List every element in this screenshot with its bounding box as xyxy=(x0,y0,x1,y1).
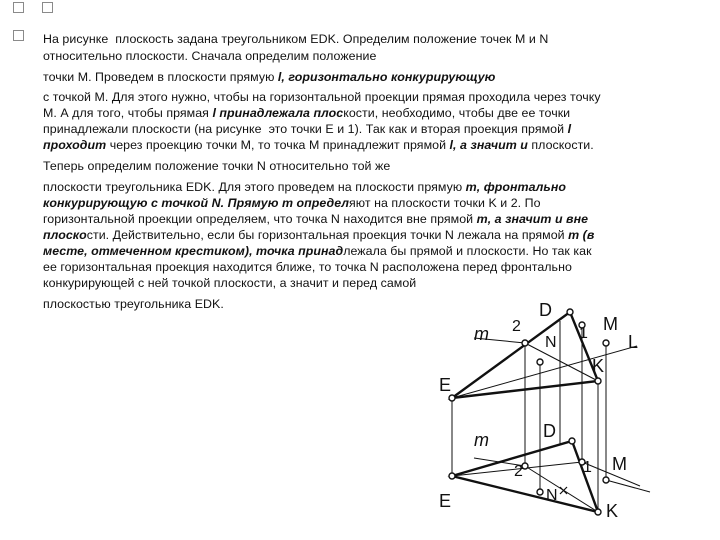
emphasis-text: m (в xyxy=(568,228,595,242)
label-k-lower: K xyxy=(606,501,619,521)
body-text: сти. Действительно, если бы горизонтальная проекция точки N лежала на прямой xyxy=(86,228,569,242)
body-text: На рисунке плоскость задана треугольником EDK. Определим положение точек M и N xyxy=(43,32,549,46)
body-text: через проекцию точки M, то точка M принадлежит прямой xyxy=(106,138,450,152)
label-n-lower: N xyxy=(546,487,558,504)
body-text: Теперь определим положение точки N относительно той же xyxy=(43,159,391,173)
emphasis-text: плоско xyxy=(43,228,87,242)
label-k-upper: K xyxy=(592,356,605,376)
emphasis-text: m, фронтально xyxy=(465,180,566,194)
body-text: конкурирующей с ней точкой плоскости, а значит и перед самой xyxy=(43,276,417,290)
emphasis-text: m, а значит и вне xyxy=(476,212,589,226)
point-m-upper xyxy=(603,340,609,346)
body-text: ее горизонтальная проекция находится ближе, то точка N расположена перед фронтально xyxy=(43,260,572,274)
point-e-upper xyxy=(449,395,455,401)
label-2-lower: 2 xyxy=(514,463,523,480)
label-d-lower: D xyxy=(543,421,556,441)
emphasis-text: l xyxy=(567,122,572,136)
label-l-upper: L xyxy=(628,332,639,352)
upper-line-l xyxy=(452,346,637,398)
body-text: кости, необходимо, чтобы две ее точки xyxy=(343,106,571,120)
point-m-lower xyxy=(603,477,609,483)
point-2-upper xyxy=(522,340,528,346)
label-m-lower: m xyxy=(474,430,489,450)
point-d-lower xyxy=(569,438,575,444)
emphasis-text: месте, отмеченном крестиком), точка принад xyxy=(43,244,344,258)
body-text: с точкой M. Для этого нужно, чтобы на горизонтальной проекции прямая проходила через точку xyxy=(43,90,601,104)
label-m-upper: m xyxy=(474,324,489,344)
label-1-upper: 1 xyxy=(579,325,588,342)
lower-line-m-extension xyxy=(606,480,650,492)
body-text: плоскости треугольника EDK. Для этого проведем на плоскости прямую xyxy=(43,180,466,194)
emphasis-text: l, горизонтально конкурирующую xyxy=(277,70,496,84)
point-e-lower xyxy=(449,473,455,479)
point-n-lower xyxy=(537,489,543,495)
body-text: горизонтальной проекции определяем, что точка N находится вне прямой xyxy=(43,212,477,226)
body-text: плоскости. xyxy=(531,138,594,152)
label-e-lower: E xyxy=(439,491,452,511)
body-text: точки M. Проведем в плоскости прямую xyxy=(43,70,278,84)
body-text: яют на плоскости точки K и 2. По xyxy=(349,196,541,210)
emphasis-text: проходит xyxy=(43,138,107,152)
label-1-lower: 1 xyxy=(583,459,592,476)
point-k-upper xyxy=(595,378,601,384)
emphasis-text: конкурирующую с точкой N. Прямую m определ xyxy=(43,196,350,210)
body-text: относительно плоскости. Сначала определим положение xyxy=(43,49,377,63)
label-m-point-upper: M xyxy=(603,314,618,334)
body-text: плоскостью треугольника EDK. xyxy=(43,297,224,311)
body-text: принадлежали плоскости (на рисунке это точки E и 1). Так как и вторая проекция прямой xyxy=(43,122,568,136)
emphasis-text: l, а значит и xyxy=(449,138,532,152)
point-k-lower xyxy=(595,509,601,515)
label-e-upper: E xyxy=(439,375,452,395)
label-m-point-lower: M xyxy=(612,454,627,474)
point-n-upper xyxy=(537,359,543,365)
label-d-upper: D xyxy=(539,300,552,320)
emphasis-text: l принадлежала плос xyxy=(212,106,344,120)
label-n-upper: N xyxy=(545,334,557,351)
point-d-upper xyxy=(567,309,573,315)
body-text: лежала бы прямой и плоскости. Но так как xyxy=(343,244,592,258)
label-2-upper: 2 xyxy=(512,318,521,335)
body-text: M. А для того, чтобы прямая xyxy=(43,106,213,120)
upper-line-2k xyxy=(525,343,598,381)
